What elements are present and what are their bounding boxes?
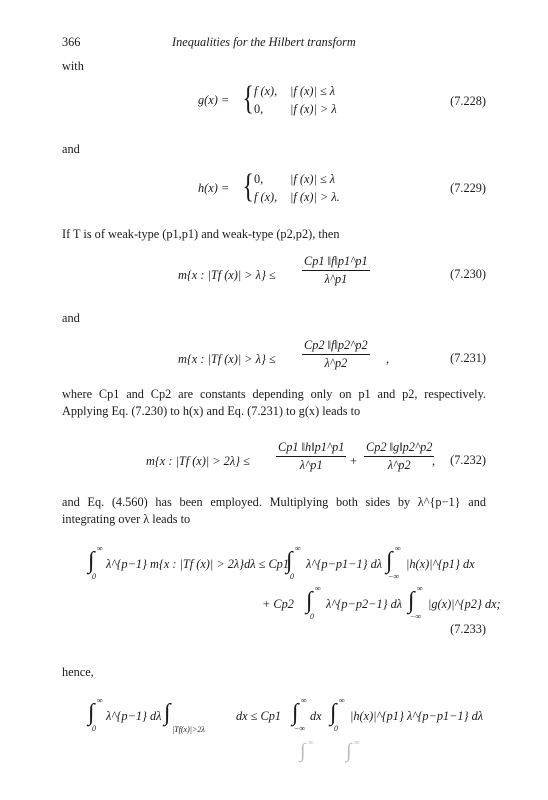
integral-sign: ∫ [408,588,415,614]
eq231-tail: , [386,352,390,366]
text-and-1: and [62,142,80,156]
eq234-dx: dx ≤ Cp1 [236,709,282,723]
integral-upper-limit: ∞ [315,584,321,593]
eq232-denominator-2: λ^p2 [387,458,411,472]
eq229-case1-cond: |f (x)| ≤ λ [290,172,336,186]
integral-sign: ∫ [164,700,171,726]
eq231-denominator: λ^p2 [324,356,348,370]
eq230-fraction [302,254,370,287]
integral-upper-limit-faded: ∞ [354,738,360,747]
text-if-weak-type: If T is of weak-type (p1,p1) and weak-type (p2,p2), then [62,227,340,241]
integral-upper-limit: ∞ [97,696,103,705]
eq234-rhs: |h(x)|^{p1} λ^{p−p1−1} dλ [350,709,484,723]
integral-upper-limit: ∞ [339,696,345,705]
eq229-case2-val: f (x), [254,190,278,204]
eq232-fraction-1 [276,440,346,473]
eq231-lhs: m{x : |Tf (x)| > λ} ≤ [178,352,276,366]
eq229-brace: { [242,168,254,205]
integral-upper-limit: ∞ [417,584,423,593]
eq228-case2-val: 0, [254,102,264,116]
eq232-numerator-1: Cp1 ‖h‖p1^p1 [276,440,346,457]
integral-sign-faded: ∫ [300,740,306,762]
integral-sign: ∫ [306,588,313,614]
integral-sign: ∫ [88,700,95,726]
eq228-number: (7.228) [450,94,486,108]
eq231-fraction [302,338,370,371]
text-multiplying-both-sides: and Eq. (4.560) has been employed. Multiplying both sides by λ^{p−1} and integrating over λ leads to [62,495,486,526]
eq228-lhs: g(x) = [198,93,230,107]
text-and-2: and [62,311,80,325]
integral-sign: ∫ [88,548,95,574]
eq228-case1-val: f (x), [254,84,278,98]
integral-lower-limit: −∞ [410,612,422,621]
text-hence: hence, [62,665,94,679]
integral-upper-limit: ∞ [295,544,301,553]
eq233-line1-rhs: |h(x)|^{p1} dx [406,557,475,571]
eq234-region: |Tf(x)|>2λ [172,725,205,734]
integral-sign-faded: ∫ [346,740,352,762]
eq230-numerator: Cp1 ‖f‖p1^p1 [302,254,370,271]
eq230-lhs: m{x : |Tf (x)| > λ} ≤ [178,268,276,282]
integral-upper-limit-faded: ∞ [308,738,314,747]
eq231-number: (7.231) [450,351,486,365]
integral-upper-limit: ∞ [97,544,103,553]
integral-upper-limit: ∞ [301,696,307,705]
eq233-number: (7.233) [450,622,486,636]
eq228-case1-cond: |f (x)| ≤ λ [290,84,336,98]
eq232-denominator-1: λ^p1 [299,458,323,472]
integral-sign: ∫ [292,700,299,726]
integral-sign: ∫ [330,700,337,726]
eq232-numerator-2: Cp2 ‖g‖p2^p2 [364,440,434,457]
eq232-number: (7.232) [450,453,486,467]
eq233-line2-mid: λ^{p−p2−1} dλ [326,597,403,611]
eq228-case2-cond: |f (x)| > λ [290,102,337,116]
eq229-number: (7.229) [450,181,486,195]
eq229-lhs: h(x) = [198,181,230,195]
eq229-case1-val: 0, [254,172,264,186]
eq232-tail: , [432,454,436,468]
integral-sign: ∫ [386,548,393,574]
integral-lower-limit: 0 [290,572,294,581]
eq233-line1-lhs: λ^{p−1} m{x : |Tf (x)| > 2λ}dλ ≤ Cp1 [106,557,289,571]
eq228-brace: { [242,80,254,117]
eq234-lhs: λ^{p−1} dλ [106,709,162,723]
integral-lower-limit: 0 [92,572,96,581]
integral-lower-limit: −∞ [294,724,306,733]
integral-upper-limit: ∞ [395,544,401,553]
integral-lower-limit: −∞ [388,572,400,581]
eq232-plus: + [350,454,357,468]
running-title: Inequalities for the Hilbert transform [172,35,356,49]
page-number: 366 [62,35,81,49]
integral-lower-limit: 0 [310,612,314,621]
eq233-line2-rhs: |g(x)|^{p2} dx; [428,597,501,611]
eq233-line2-lead: + Cp2 [262,597,294,611]
text-with: with [62,59,84,73]
eq230-denominator: λ^p1 [324,272,348,286]
eq233-line1-mid: λ^{p−p1−1} dλ [306,557,383,571]
text-where-constants: where Cp1 and Cp2 are constants depending only on p1 and p2, respectively. Applying Eq. (7.230) to h(x) and Eq. (7.231) to g(x) leads to [62,387,486,418]
eq229-case2-cond: |f (x)| > λ. [290,190,340,204]
integral-lower-limit: 0 [92,724,96,733]
eq232-lhs: m{x : |Tf (x)| > 2λ} ≤ [146,454,250,468]
eq234-dx2: dx [310,709,322,723]
eq230-number: (7.230) [450,267,486,281]
integral-sign: ∫ [286,548,293,574]
integral-lower-limit: 0 [334,724,338,733]
eq232-fraction-2 [364,440,434,473]
eq231-numerator: Cp2 ‖f‖p2^p2 [302,338,370,355]
